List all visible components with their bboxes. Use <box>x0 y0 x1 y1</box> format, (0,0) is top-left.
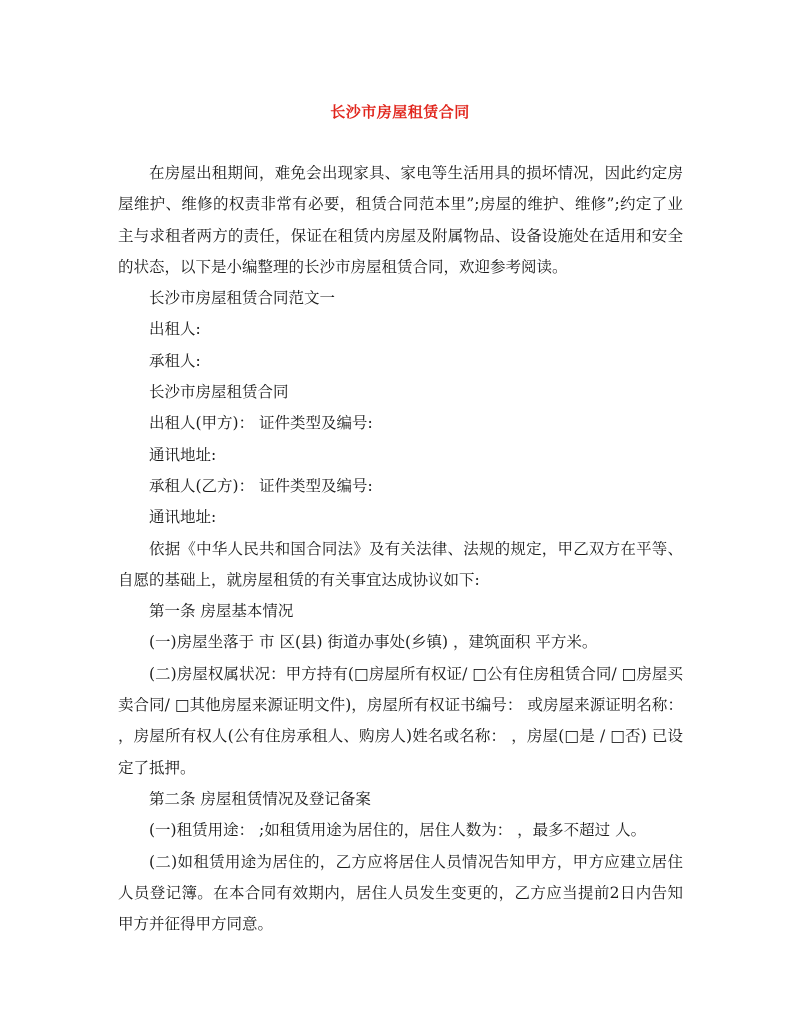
document-title: 长沙市房屋租赁合同 <box>330 103 470 121</box>
lessor-line: 出租人: <box>149 320 201 339</box>
party-a-id-line: 出租人(甲方)： 证件类型及编号: <box>149 414 373 433</box>
document-body <box>118 158 683 940</box>
article-1-item-2: (二)房屋权属状况：甲方持有(□房屋所有权证/ □公有住房租赁合同/ □房屋买卖合同/ □其他房屋来源证明文件)，房屋所有权证书编号： 或房屋来源证明名称： ，房屋所有权人(公有住房承租人、购房人)姓名或名称： ，房屋(□是 / □否) 已设定了抵押。 <box>118 664 683 777</box>
article-1-item-1: (一)房屋坐落于 市 区(县) 街道办事处(乡镇) ，建筑面积 平方米。 <box>149 633 598 652</box>
sample-heading: 长沙市房屋租赁合同范文一 <box>149 289 336 308</box>
party-b-id-line: 承租人(乙方)： 证件类型及编号: <box>149 476 373 495</box>
legal-basis-paragraph: 依据《中华人民共和国合同法》及有关法律、法规的规定，甲乙双方在平等、自愿的基础上，就房屋租赁的有关事宜达成协议如下: <box>118 539 683 589</box>
intro-paragraph: 在房屋出租期间，难免会出现家具、家电等生活用具的损坏情况，因此约定房屋维护、维修的权责非常有必要，租赁合同范本里”;房屋的维护、维修”;约定了业主与求租者两方的责任，保证在租赁内房屋及附属物品、设备设施处在适用和安全的状态，以下是小编整理的长沙市房屋租赁合同，欢迎参考阅读。 <box>118 164 683 276</box>
contract-name: 长沙市房屋租赁合同 <box>149 383 289 402</box>
article-2-heading: 第二条 房屋租赁情况及登记备案 <box>149 789 371 808</box>
article-1-heading: 第一条 房屋基本情况 <box>149 602 294 621</box>
party-a-address-line: 通讯地址: <box>149 445 217 464</box>
article-2-item-2: (二)如租赁用途为居住的，乙方应将居住人员情况告知甲方，甲方应建立居住人员登记簿。在本合同有效期内，居住人员发生变更的，乙方应当提前2日内告知甲方并征得甲方同意。 <box>118 852 683 934</box>
article-2-item-1: (一)租赁用途： ;如租赁用途为居住的，居住人数为： ，最多不超过 人。 <box>149 821 647 840</box>
party-b-address-line: 通讯地址: <box>149 508 217 527</box>
lessee-line: 承租人: <box>149 351 201 370</box>
